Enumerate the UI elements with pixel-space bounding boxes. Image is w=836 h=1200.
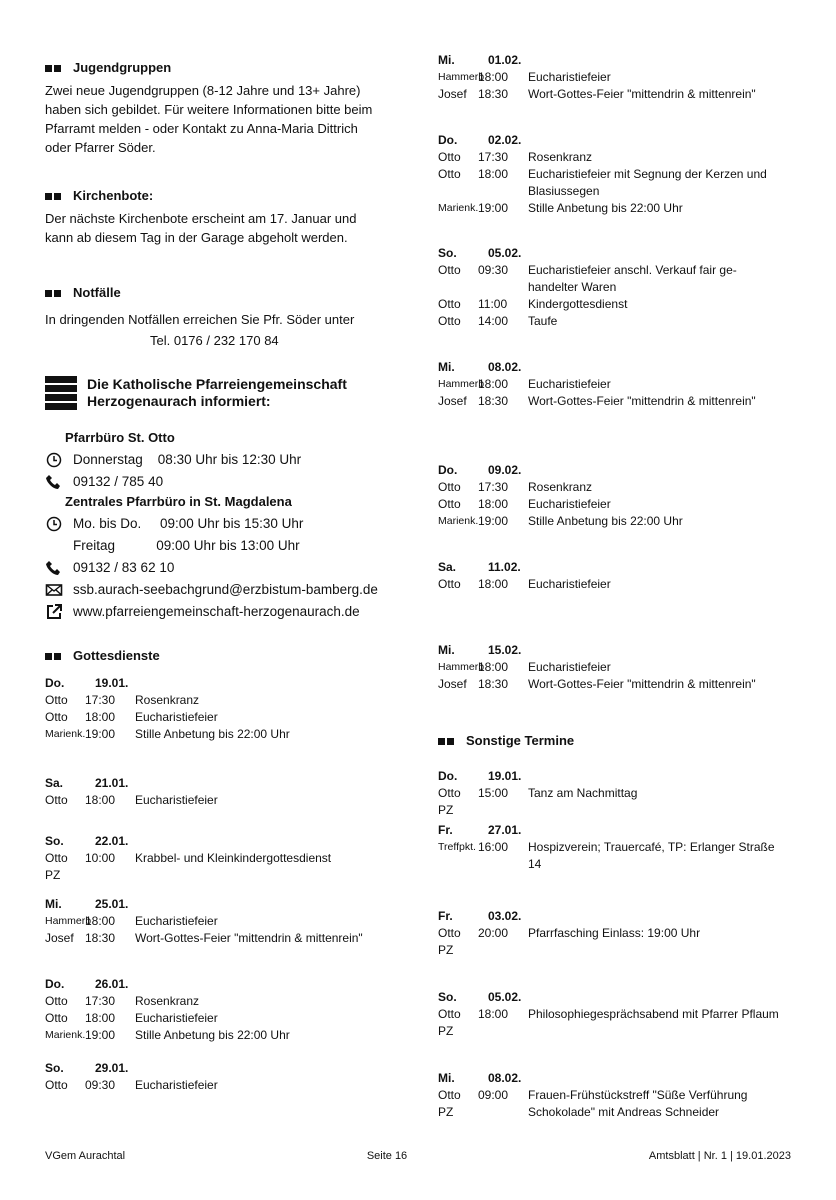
jugend-section: [45, 60, 400, 157]
event-title: Pfarrfasching Einlass: 19:00 Uhr: [528, 926, 701, 940]
day-block: [438, 989, 798, 1040]
square-bullet-icon: [438, 733, 456, 748]
event-time: 18:30: [478, 677, 509, 691]
event-location: Otto: [438, 297, 461, 311]
weekday: Fr.: [438, 823, 453, 837]
event-title: Philosophiegesprächsabend mit Pfarrer Pflaum: [528, 1007, 779, 1021]
event-location: Otto: [438, 314, 461, 328]
event-title: Eucharistiefeier: [528, 377, 611, 391]
event-time: 17:30: [478, 150, 509, 164]
day-block: [438, 642, 798, 693]
web-link[interactable]: www.pfarreiengemeinschaft-herzogenaurach.de: [45, 601, 405, 623]
event-row: [438, 262, 798, 296]
day-heading: [438, 989, 798, 1006]
event-location: Hammerb: [45, 915, 92, 927]
gottesdienste-heading: Gottesdienste: [45, 648, 160, 663]
event-location: Josef: [45, 931, 74, 945]
central-hours-2: Freitag 09:00 Uhr bis 13:00 Uhr: [73, 538, 300, 553]
event-title: Eucharistiefeier: [135, 710, 218, 724]
event-row: [45, 792, 405, 809]
event-row: [438, 496, 798, 513]
date: 27.01.: [488, 823, 522, 837]
event-location: Otto: [438, 263, 461, 277]
event-location: Hammerb: [438, 71, 485, 83]
event-time: 18:00: [85, 914, 116, 928]
event-title: Rosenkranz: [528, 150, 593, 164]
event-title: Eucharistiefeier: [135, 1011, 218, 1025]
square-bullet-icon: [45, 648, 63, 663]
weekday: Fr.: [438, 909, 453, 923]
notfaelle-section: [45, 285, 354, 350]
event-row: [438, 149, 798, 166]
event-row: [45, 993, 405, 1010]
mail-icon: [45, 581, 63, 599]
event-location: Marienk.: [438, 515, 479, 527]
weekday: So.: [45, 834, 64, 848]
event-time: 10:00: [85, 851, 116, 865]
day-block: [45, 833, 405, 884]
event-row: [45, 709, 405, 726]
date: 02.02.: [488, 133, 522, 147]
date: 21.01.: [95, 776, 129, 790]
event-time: 18:30: [85, 931, 116, 945]
event-location: Otto: [438, 497, 461, 511]
day-block: [45, 896, 405, 947]
event-row: [438, 839, 798, 873]
day-heading: [438, 462, 798, 479]
event-title: Wort-Gottes-Feier "mittendrin & mittenrein": [528, 87, 756, 101]
weekday: Sa.: [45, 776, 64, 790]
notfaelle-text: In dringenden Notfällen erreichen Sie Pfr. Söder unter: [45, 312, 355, 327]
weekday: Mi.: [438, 360, 455, 374]
kirchenbote-section: [45, 188, 400, 247]
weekday: So.: [438, 990, 457, 1004]
event-location: Otto: [45, 793, 68, 807]
day-heading: [438, 245, 798, 262]
otto-office-title: Pfarrbüro St. Otto: [65, 430, 175, 445]
day-heading: [45, 675, 405, 692]
date: 01.02.: [488, 53, 522, 67]
event-location: Treffpkt.: [438, 841, 476, 853]
weekday: So.: [45, 1061, 64, 1075]
day-heading: [438, 1070, 798, 1087]
event-location: Otto PZ: [438, 926, 461, 957]
event-row: [438, 86, 798, 103]
event-row: [438, 479, 798, 496]
event-time: 17:30: [85, 693, 116, 707]
event-row: [438, 1006, 798, 1040]
day-heading: [45, 1060, 405, 1077]
event-row: [438, 200, 798, 217]
event-location: Otto: [45, 710, 68, 724]
date: 22.01.: [95, 834, 129, 848]
footer-left: VGem Aurachtal: [45, 1150, 126, 1162]
date: 09.02.: [488, 463, 522, 477]
event-location: Josef: [438, 87, 467, 101]
event-time: 18:00: [478, 167, 509, 181]
weekday: Mi.: [438, 53, 455, 67]
notfaelle-phone: Tel. 0176 / 232 170 84: [150, 333, 279, 348]
event-location: Otto: [438, 150, 461, 164]
event-title: Eucharistiefeier: [135, 914, 218, 928]
event-time: 09:00: [478, 1088, 509, 1102]
event-time: 20:00: [478, 926, 509, 940]
event-title: Stille Anbetung bis 22:00 Uhr: [528, 514, 683, 528]
day-block: [438, 359, 798, 410]
sonstige-heading-wrap: [438, 733, 574, 748]
event-time: 19:00: [478, 514, 509, 528]
event-title: Eucharistiefeier: [135, 1078, 218, 1092]
date: 08.02.: [488, 1071, 522, 1085]
event-title: Eucharistiefeier: [135, 793, 218, 807]
day-block: [438, 822, 798, 873]
weekday: Mi.: [45, 897, 62, 911]
event-time: 15:00: [478, 786, 509, 800]
event-row: [438, 785, 798, 819]
event-title: Eucharistiefeier mit Segnung der Kerzen und Blasiussegen: [528, 167, 767, 198]
clock-icon: [45, 515, 63, 533]
event-time: 18:00: [478, 497, 509, 511]
event-location: Otto: [438, 577, 461, 591]
weekday: Do.: [438, 133, 458, 147]
event-row: [438, 296, 798, 313]
event-time: 18:00: [478, 577, 509, 591]
event-location: Hammerb: [438, 661, 485, 673]
day-block: [438, 1070, 798, 1121]
day-heading: [45, 775, 405, 792]
event-location: Otto: [45, 1011, 68, 1025]
event-row: [438, 676, 798, 693]
event-title: Rosenkranz: [528, 480, 593, 494]
weekday: Do.: [45, 676, 65, 690]
date: 11.02.: [488, 560, 521, 574]
day-block: [45, 1060, 405, 1094]
notfaelle-heading: Notfälle: [45, 285, 354, 300]
day-block: [438, 462, 798, 530]
event-time: 11:00: [478, 297, 508, 311]
day-heading: [438, 908, 798, 925]
email-link[interactable]: ssb.aurach-seebachgrund@erzbistum-bamberg.de: [45, 579, 405, 601]
weekday: So.: [438, 246, 457, 260]
weekday: Do.: [438, 463, 458, 477]
event-location: Hammerb: [438, 378, 485, 390]
event-title: Wort-Gottes-Feier "mittendrin & mittenrein": [528, 394, 756, 408]
day-heading: [438, 822, 798, 839]
event-location: Otto: [45, 693, 68, 707]
otto-hours: Donnerstag 08:30 Uhr bis 12:30 Uhr: [45, 449, 405, 471]
event-title: Tanz am Nachmittag: [528, 786, 638, 800]
stacked-bars-icon: [45, 376, 77, 412]
event-row: [45, 1027, 405, 1044]
event-time: 09:30: [478, 263, 509, 277]
event-location: Josef: [438, 677, 467, 691]
date: 19.01.: [488, 769, 522, 783]
square-bullet-icon: [45, 285, 63, 300]
event-title: Eucharistiefeier: [528, 70, 611, 84]
event-title: Frauen-Frühstückstreff "Süße Verführung Schokolade" mit Andreas Schneider: [528, 1088, 748, 1119]
event-time: 17:30: [85, 994, 116, 1008]
date: 05.02.: [488, 246, 522, 260]
event-location: Otto PZ: [438, 1088, 461, 1119]
pfarrei-section: [45, 376, 405, 623]
day-heading: [438, 642, 798, 659]
phone-icon: [45, 559, 63, 577]
day-heading: [438, 359, 798, 376]
page-footer: [45, 1150, 791, 1162]
event-location: Marienk.: [45, 1029, 86, 1041]
date: 25.01.: [95, 897, 129, 911]
external-link-icon: [45, 603, 63, 621]
gottesdienste-heading-wrap: [45, 648, 160, 663]
weekday: Mi.: [438, 1071, 455, 1085]
day-heading: [438, 559, 798, 576]
day-block: [45, 976, 405, 1044]
day-heading: [438, 52, 798, 69]
event-row: [45, 850, 405, 884]
event-location: Marienk.: [45, 728, 86, 740]
weekday: Mi.: [438, 643, 455, 657]
day-block: [438, 132, 798, 217]
date: 03.02.: [488, 909, 522, 923]
square-bullet-icon: [45, 60, 63, 75]
event-row: [45, 692, 405, 709]
square-bullet-icon: [45, 188, 63, 203]
day-heading: [438, 768, 798, 785]
event-row: [438, 513, 798, 530]
event-row: [438, 1087, 798, 1121]
event-time: 18:00: [85, 710, 116, 724]
event-location: Otto: [45, 1078, 68, 1092]
event-row: [438, 576, 798, 593]
weekday: Sa.: [438, 560, 457, 574]
event-time: 18:00: [85, 1011, 116, 1025]
date: 08.02.: [488, 360, 522, 374]
event-title: Rosenkranz: [135, 994, 200, 1008]
event-location: Otto PZ: [438, 1007, 461, 1038]
event-time: 19:00: [85, 727, 116, 741]
day-block: [45, 675, 405, 743]
event-location: Otto: [438, 480, 461, 494]
event-row: [45, 930, 405, 947]
event-location: Josef: [438, 394, 467, 408]
event-title: Eucharistiefeier anschl. Verkauf fair ge-handelter Waren: [528, 263, 737, 294]
event-location: Marienk.: [438, 202, 479, 214]
event-row: [45, 913, 405, 930]
event-title: Kindergottesdienst: [528, 297, 628, 311]
event-time: 18:00: [478, 1007, 509, 1021]
event-row: [438, 313, 798, 330]
event-time: 14:00: [478, 314, 509, 328]
event-time: 18:00: [478, 70, 509, 84]
event-title: Hospizverein; Trauercafé, TP: Erlanger Straße 14: [528, 840, 775, 871]
event-time: 18:30: [478, 394, 509, 408]
event-location: Otto PZ: [438, 786, 461, 817]
date: 26.01.: [95, 977, 129, 991]
clock-icon: [45, 451, 63, 469]
event-title: Eucharistiefeier: [528, 660, 611, 674]
event-location: Otto: [438, 167, 461, 181]
event-row: [438, 376, 798, 393]
sonstige-heading: Sonstige Termine: [438, 733, 574, 748]
date: 29.01.: [95, 1061, 129, 1075]
footer-right: Amtsblatt | Nr. 1 | 19.01.2023: [648, 1150, 791, 1162]
kirchenbote-heading: Kirchenbote:: [45, 188, 400, 203]
event-time: 19:00: [478, 201, 509, 215]
weekday: Do.: [45, 977, 65, 991]
event-time: 18:30: [478, 87, 509, 101]
weekday: Do.: [438, 769, 458, 783]
date: 05.02.: [488, 990, 522, 1004]
event-row: [438, 69, 798, 86]
event-title: Rosenkranz: [135, 693, 200, 707]
event-time: 09:30: [85, 1078, 116, 1092]
event-title: Eucharistiefeier: [528, 577, 611, 591]
day-block: [438, 908, 798, 959]
jugend-text: Zwei neue Jugendgruppen (8-12 Jahre und 13+ Jahre) haben sich gebildet. Für weitere Informationen bitte beim Pfarramt melden - oder Kontakt zu Anna-Maria Dittrich oder Pfarrer Söder.: [45, 83, 373, 155]
central-hours-1: Mo. bis Do. 09:00 Uhr bis 15:30 Uhr: [45, 513, 405, 535]
event-time: 18:00: [85, 793, 116, 807]
event-title: Eucharistiefeier: [528, 497, 611, 511]
event-title: Krabbel- und Kleinkindergottesdienst: [135, 851, 332, 865]
event-time: 19:00: [85, 1028, 116, 1042]
date: 15.02.: [488, 643, 522, 657]
pfarrei-heading: Die Katholische Pfarreiengemeinschaft Herzogenaurach informiert:: [45, 376, 405, 412]
event-title: Taufe: [528, 314, 558, 328]
phone-icon: [45, 473, 63, 491]
event-row: [45, 726, 405, 743]
day-block: [438, 52, 798, 103]
event-title: Stille Anbetung bis 22:00 Uhr: [528, 201, 683, 215]
day-block: [438, 559, 798, 593]
event-row: [45, 1077, 405, 1094]
event-location: Otto: [45, 994, 68, 1008]
day-heading: [438, 132, 798, 149]
footer-page-number: Seite 16: [366, 1150, 408, 1162]
event-row: [438, 166, 798, 200]
central-office-title: Zentrales Pfarrbüro in St. Magdalena: [65, 494, 292, 509]
event-time: 18:00: [478, 377, 509, 391]
event-row: [438, 925, 798, 959]
event-title: Stille Anbetung bis 22:00 Uhr: [135, 1028, 290, 1042]
event-location: Otto PZ: [45, 851, 68, 882]
day-heading: [45, 833, 405, 850]
event-time: 18:00: [478, 660, 509, 674]
event-time: 17:30: [478, 480, 509, 494]
event-row: [438, 659, 798, 676]
day-heading: [45, 976, 405, 993]
event-row: [45, 1010, 405, 1027]
event-title: Wort-Gottes-Feier "mittendrin & mittenrein": [528, 677, 756, 691]
event-row: [438, 393, 798, 410]
event-title: Wort-Gottes-Feier "mittendrin & mittenrein": [135, 931, 363, 945]
jugend-heading: Jugendgruppen: [45, 60, 400, 75]
day-heading: [45, 896, 405, 913]
day-block: [438, 245, 798, 330]
date: 19.01.: [95, 676, 129, 690]
otto-phone[interactable]: 09132 / 785 40: [45, 471, 405, 493]
event-title: Stille Anbetung bis 22:00 Uhr: [135, 727, 290, 741]
event-time: 16:00: [478, 840, 509, 854]
kirchenbote-text: Der nächste Kirchenbote erscheint am 17. Januar und kann ab diesem Tag in der Garage abgeholt werden.: [45, 211, 357, 245]
day-block: [438, 768, 798, 819]
day-block: [45, 775, 405, 809]
central-phone[interactable]: 09132 / 83 62 10: [45, 557, 405, 579]
